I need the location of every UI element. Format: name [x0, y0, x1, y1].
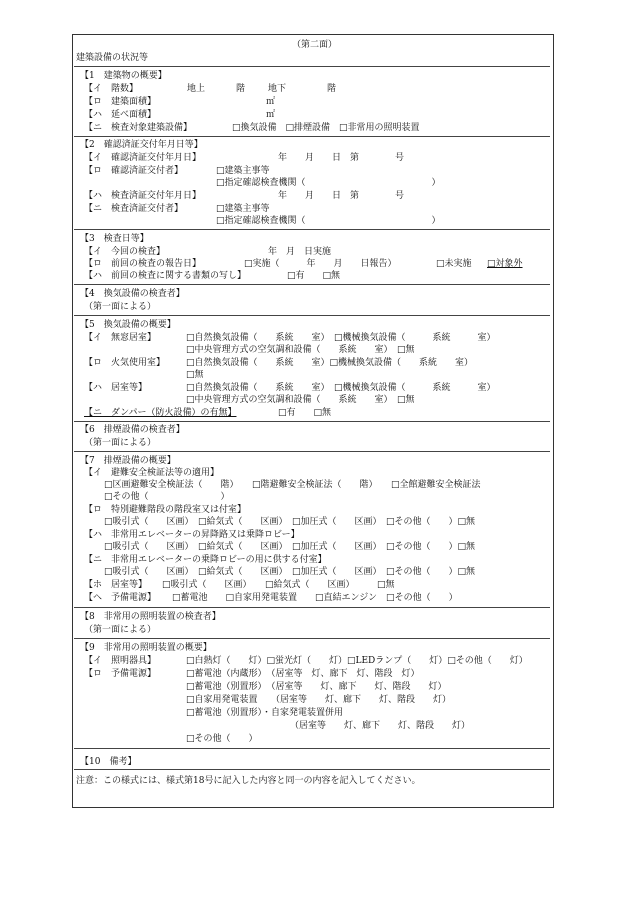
s7-rooms-label: 【ホ 居室等】 — [84, 580, 148, 590]
s4-title: 【4 換気設備の検査者】 — [80, 289, 185, 299]
s9-backup-line2[interactable]: □蓄電池（別置形） （居室等 灯、廊下 灯、階段 灯） — [186, 682, 447, 692]
divider — [74, 229, 550, 230]
s4-sub: （第一面による） — [84, 302, 157, 312]
s3-title: 【3 検査日等】 — [80, 234, 149, 244]
s3-prev-report-field[interactable]: □実施（ 年 月 日報告） — [244, 259, 397, 269]
s2-title: 【2 確認済証交付年月日等】 — [80, 140, 203, 150]
s9-title: 【9 非常用の照明装置の概要】 — [80, 643, 212, 653]
s7-verification-line1[interactable]: □区画避難安全検証法（ 階） □階避難安全検証法（ 階） □全館避難安全検証法 — [104, 480, 481, 490]
s9-backup-line5[interactable]: （居室等 灯、廊下 灯、階段 灯） — [290, 721, 471, 731]
footer-note: 注意：この様式には、様式第18号に記入した内容と同一の内容を記入してください。 — [76, 776, 421, 786]
s1-area-unit[interactable]: ㎡ — [266, 97, 276, 107]
s3-prev-not-done[interactable]: □未実施 — [436, 259, 472, 269]
s1-floors-label: 【イ 階数】 — [84, 84, 139, 94]
s9-backup-line4[interactable]: □蓄電池（別置形）・自家発電装置併用 — [186, 708, 344, 718]
divider — [74, 315, 550, 316]
s2-confirm-issuer-opt2[interactable]: □指定確認検査機関（ ） — [216, 178, 441, 188]
s1-floors-above[interactable]: 地上 — [187, 84, 206, 94]
s1-area-unit2[interactable]: ㎡ — [266, 110, 276, 120]
s1-equipment-checkboxes[interactable]: □換気設備 □排煙設備 □非常用の照明装置 — [232, 123, 420, 133]
s7-title: 【7 排煙設備の概要】 — [80, 456, 176, 466]
s7-backup-power-line[interactable]: □蓄電池 □自家用発電装置 □直結エンジン □その他（ ） — [172, 593, 458, 603]
s5-title: 【5 換気設備の概要】 — [80, 320, 176, 330]
s9-fixtures-label: 【イ 照明器具】 — [84, 656, 157, 666]
s7-elevator-lobby-label: 【ニ 非常用エレベーターの乗降ロビーの用に供する付室】 — [84, 555, 327, 565]
s1-floors-unit: 階 — [236, 84, 246, 94]
s5-damper-field[interactable]: □有 □無 — [278, 408, 332, 418]
divider — [74, 451, 550, 452]
s5-fire-room-label: 【ロ 火気使用室】 — [84, 358, 166, 368]
divider — [74, 638, 550, 639]
s9-fixtures-line[interactable]: □白熱灯（ 灯）□蛍光灯（ 灯）□LEDランプ（ 灯）□その他（ 灯） — [186, 656, 528, 666]
s2-inspection-issuer-opt2[interactable]: □指定確認検査機関（ ） — [216, 216, 441, 226]
s7-backup-power-label: 【ヘ 予備電源】 — [84, 593, 157, 603]
s1-equipment-label: 【ニ 検査対象建築設備】 — [84, 123, 193, 133]
s9-backup-line6[interactable]: □その他（ ） — [186, 734, 258, 744]
s9-backup-line3[interactable]: □自家用発電装置 （居室等 灯、廊下 灯、階段 灯） — [186, 695, 452, 705]
s6-title: 【6 排煙設備の検査者】 — [80, 425, 185, 435]
divider — [74, 607, 550, 608]
s5-fire-room-line2[interactable]: □無 — [186, 370, 204, 380]
s3-prev-report-label: 【ロ 前回の検査の報告日】 — [84, 259, 202, 269]
s3-prev-not-applicable[interactable]: □対象外 — [487, 259, 523, 269]
form-heading: 建築設備の状況等 — [76, 53, 149, 63]
page-label: （第二面） — [292, 40, 338, 50]
s8-sub: （第一面による） — [84, 625, 157, 635]
s2-confirm-issuer-opt1[interactable]: □建築主事等 — [216, 166, 270, 176]
s10-title: 【10 備考】 — [80, 757, 137, 767]
s9-backup-line1[interactable]: □蓄電池（内蔵形） （居室等 灯、廊下 灯、階段 灯） — [186, 669, 420, 679]
s1-building-area-label: 【ロ 建築面積】 — [84, 97, 157, 107]
divider — [74, 748, 550, 749]
s5-fire-room-line1[interactable]: □自然換気設備（ 系統 室）□機械換気設備（ 系統 室） — [186, 358, 474, 368]
s7-elevator-shaft-label: 【ハ 非常用エレベーターの昇降路又は乗降ロビー】 — [84, 530, 300, 540]
s1-title: 【1 建築物の概要】 — [80, 71, 167, 81]
s3-prev-docs-label: 【ハ 前回の検査に関する書類の写し】 — [84, 271, 247, 281]
s1-floor-area-label: 【ハ 延べ面積】 — [84, 110, 157, 120]
s5-damper-label: 【ニ ダンパー（防火設備）の有無】 — [84, 408, 237, 418]
s1-floors-below[interactable]: 地下 — [268, 84, 287, 94]
divider — [74, 769, 550, 770]
s7-special-stair-line[interactable]: □吸引式（ 区画） □給気式（ 区画） □加圧式（ 区画） □その他（ ）□無 — [104, 517, 476, 527]
s5-windowless-line1[interactable]: □自然換気設備（ 系統 室） □機械換気設備（ 系統 室） — [186, 333, 496, 343]
s3-current-field[interactable]: 年 月 日実施 — [268, 247, 332, 257]
s7-elevator-lobby-line[interactable]: □吸引式（ 区画） □給気式（ 区画） □加圧式（ 区画） □その他（ ）□無 — [104, 567, 476, 577]
divider — [74, 421, 550, 422]
s5-windowless-label: 【イ 無窓居室】 — [84, 333, 157, 343]
divider — [74, 284, 550, 285]
s5-rooms-line1[interactable]: □自然換気設備（ 系統 室） □機械換気設備（ 系統 室） — [186, 383, 496, 393]
s9-backup-label: 【ロ 予備電源】 — [84, 669, 157, 679]
s3-prev-docs-field[interactable]: □有 □無 — [287, 271, 341, 281]
s7-verification-label: 【イ 避難安全検証法等の適用】 — [84, 468, 220, 478]
s2-confirm-issuer-label: 【ロ 確認済証交付者】 — [84, 166, 184, 176]
s2-inspection-issuer-opt1[interactable]: □建築主事等 — [216, 204, 270, 214]
s2-inspection-date-label: 【ハ 検査済証交付年月日】 — [84, 191, 202, 201]
s7-elevator-shaft-line[interactable]: □吸引式（ 区画） □給気式（ 区画） □加圧式（ 区画） □その他（ ）□無 — [104, 542, 476, 552]
s2-inspection-issuer-label: 【ニ 検査済証交付者】 — [84, 204, 184, 214]
s2-confirm-date-field[interactable]: 年 月 日 第 号 — [278, 153, 405, 163]
divider — [74, 66, 550, 67]
s5-rooms-label: 【ハ 居室等】 — [84, 383, 148, 393]
s2-inspection-date-field[interactable]: 年 月 日 第 号 — [278, 191, 405, 201]
s7-rooms-line[interactable]: □吸引式（ 区画） □給気式（ 区画） □無 — [162, 580, 395, 590]
s1-floors-unit2: 階 — [327, 84, 337, 94]
s7-special-stair-label: 【ロ 特別避難階段の階段室又は付室】 — [84, 505, 247, 515]
divider — [74, 136, 550, 137]
s3-current-label: 【イ 今回の検査】 — [84, 247, 166, 257]
s5-rooms-line2[interactable]: □中央管理方式の空気調和設備（ 系統 室） □無 — [186, 395, 415, 405]
s8-title: 【8 非常用の照明装置の検査者】 — [80, 612, 221, 622]
s5-windowless-line2[interactable]: □中央管理方式の空気調和設備（ 系統 室） □無 — [186, 345, 415, 355]
s6-sub: （第一面による） — [84, 438, 157, 448]
s7-verification-line2[interactable]: □その他（ ） — [104, 492, 230, 502]
s2-confirm-date-label: 【イ 確認済証交付年月日】 — [84, 153, 202, 163]
